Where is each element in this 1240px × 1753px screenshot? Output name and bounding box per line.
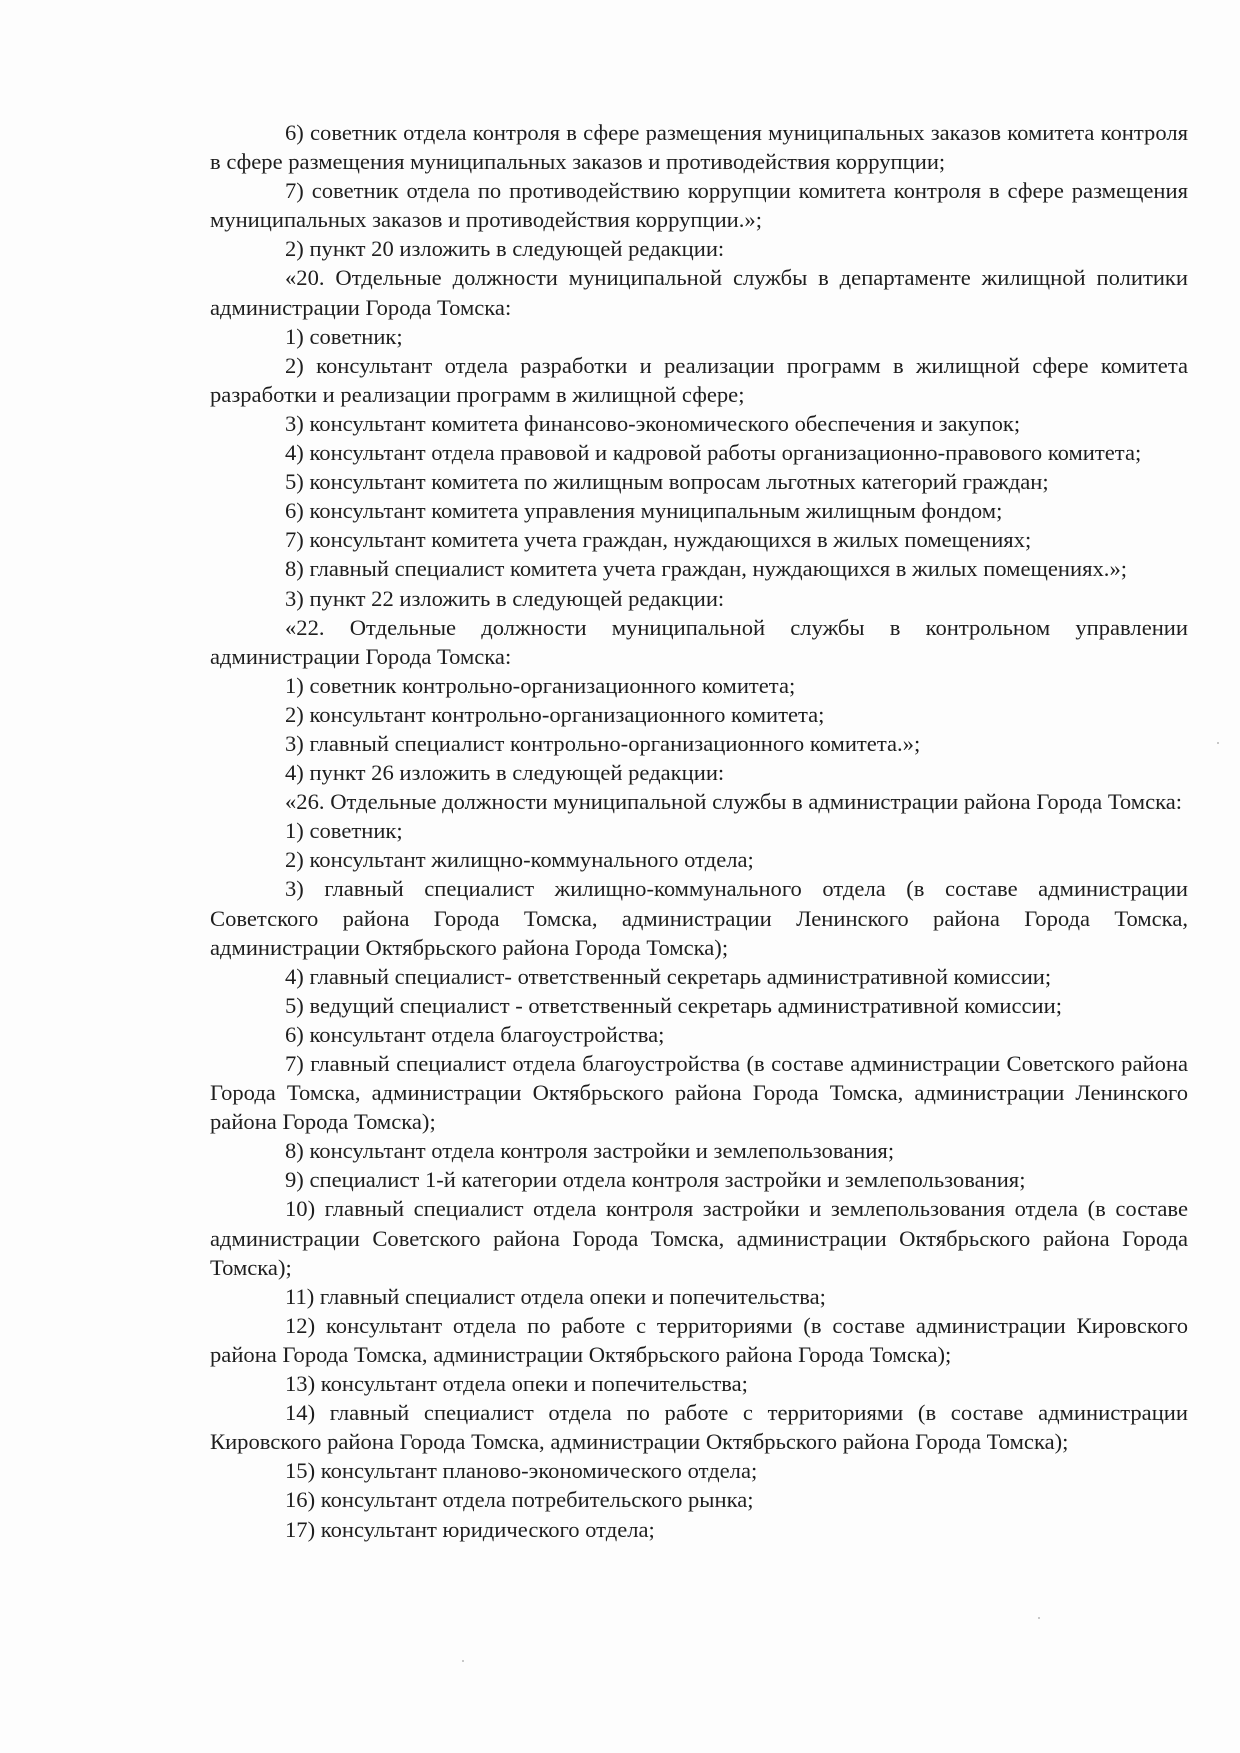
paragraph-p20-item-7: 7) консультант комитета учета граждан, нуждающихся в жилых помещениях; bbox=[285, 527, 1032, 553]
scan-speck bbox=[1038, 1617, 1040, 1619]
paragraph-p20-item-3: 3) консультант комитета финансово-экономического обеспечения и закупок; bbox=[285, 410, 1021, 436]
paragraph-p22-item-2: 2) консультант контрольно-организационного комитета; bbox=[285, 701, 825, 727]
paragraph-p22-item-3: 3) главный специалист контрольно-организационного комитета.»; bbox=[285, 730, 921, 756]
paragraph-p26-item-1: 1) советник; bbox=[285, 818, 403, 844]
paragraph-p20-item-5: 5) консультант комитета по жилищным вопросам льготных категорий граждан; bbox=[285, 469, 1049, 495]
paragraph-item-7-sovetnik: 7) советник отдела по противодействию коррупции комитета контроля в сфере размещения муниципальных заказов и противодействия коррупции.»; bbox=[210, 178, 1188, 233]
paragraph-p26-item-3: 3) главный специалист жилищно-коммунального отдела (в составе администрации Советского района Города Томска, администрации Ленинского района Города Томска, администрации Октябрьского района Города Томска); bbox=[210, 876, 1188, 960]
paragraph-p26-item-5: 5) ведущий специалист - ответственный секретарь административной комиссии; bbox=[285, 992, 1062, 1018]
scan-speck bbox=[462, 1660, 464, 1662]
paragraph-p26-item-16: 16) консультант отдела потребительского рынка; bbox=[285, 1487, 754, 1513]
paragraph-p26-item-4: 4) главный специалист- ответственный секретарь административной комиссии; bbox=[285, 963, 1052, 989]
paragraph-punkt-20-intro: 2) пункт 20 изложить в следующей редакции: bbox=[285, 236, 725, 262]
paragraph-p26-item-7: 7) главный специалист отдела благоустройства (в составе администрации Советского района Города Томска, администрации Октябрьского района Города Томска, администрации Ленинского района Города Томска); bbox=[210, 1051, 1188, 1135]
paragraph-p20-item-2: 2) консультант отдела разработки и реализации программ в жилищной сфере комитета разработки и реализации программ в жилищной сфере; bbox=[210, 352, 1188, 407]
paragraph-p20-item-8: 8) главный специалист комитета учета граждан, нуждающихся в жилых помещениях.»; bbox=[285, 556, 1128, 582]
paragraph-p26-item-6: 6) консультант отдела благоустройства; bbox=[285, 1021, 665, 1047]
scan-speck bbox=[1217, 742, 1219, 744]
paragraph-punkt-22-intro: 3) пункт 22 изложить в следующей редакции: bbox=[285, 585, 725, 611]
paragraph-p22-item-1: 1) советник контрольно-организационного комитета; bbox=[285, 672, 796, 698]
paragraph-p26-item-17: 17) консультант юридического отдела; bbox=[285, 1516, 655, 1542]
paragraph-p26-item-13: 13) консультант отдела опеки и попечительства; bbox=[285, 1371, 748, 1397]
paragraph-p20-item-6: 6) консультант комитета управления муниципальным жилищным фондом; bbox=[285, 498, 1003, 524]
paragraph-p20-item-1: 1) советник; bbox=[285, 323, 403, 349]
paragraph-p26-item-12: 12) консультант отдела по работе с территориями (в составе администрации Кировского района Города Томска, администрации Октябрьского района Города Томска); bbox=[210, 1312, 1188, 1367]
paragraph-punkt-26-heading: «26. Отдельные должности муниципальной службы в администрации района Города Томска: bbox=[285, 789, 1183, 815]
paragraph-punkt-20-heading: «20. Отдельные должности муниципальной службы в департаменте жилищной политики администрации Города Томска: bbox=[210, 265, 1188, 320]
paragraph-punkt-22-heading: «22. Отдельные должности муниципальной службы в контрольном управлении администрации Города Томска: bbox=[210, 614, 1188, 669]
paragraph-item-6-sovetnik: 6) советник отдела контроля в сфере размещения муниципальных заказов комитета контроля в сфере размещения муниципальных заказов и противодействия коррупции; bbox=[210, 120, 1188, 175]
paragraph-p26-item-14: 14) главный специалист отдела по работе с территориями (в составе администрации Кировского района Города Томска, администрации Октябрьского района Города Томска); bbox=[210, 1400, 1188, 1455]
paragraph-p26-item-11: 11) главный специалист отдела опеки и попечительства; bbox=[285, 1283, 826, 1309]
document-body bbox=[210, 118, 1188, 1544]
paragraph-p26-item-10: 10) главный специалист отдела контроля застройки и землепользования отдела (в составе администрации Советского района Города Томска, администрации Октябрьского района Города Томска); bbox=[210, 1196, 1188, 1280]
paragraph-p26-item-2: 2) консультант жилищно-коммунального отдела; bbox=[285, 847, 754, 873]
paragraph-punkt-26-intro: 4) пункт 26 изложить в следующей редакции: bbox=[285, 760, 725, 786]
paragraph-p26-item-8: 8) консультант отдела контроля застройки и землепользования; bbox=[285, 1138, 895, 1164]
paragraph-p20-item-4: 4) консультант отдела правовой и кадровой работы организационно-правового комитета; bbox=[285, 440, 1142, 466]
paragraph-p26-item-9: 9) специалист 1-й категории отдела контроля застройки и землепользования; bbox=[285, 1167, 1026, 1193]
paragraph-p26-item-15: 15) консультант планово-экономического отдела; bbox=[285, 1458, 758, 1484]
